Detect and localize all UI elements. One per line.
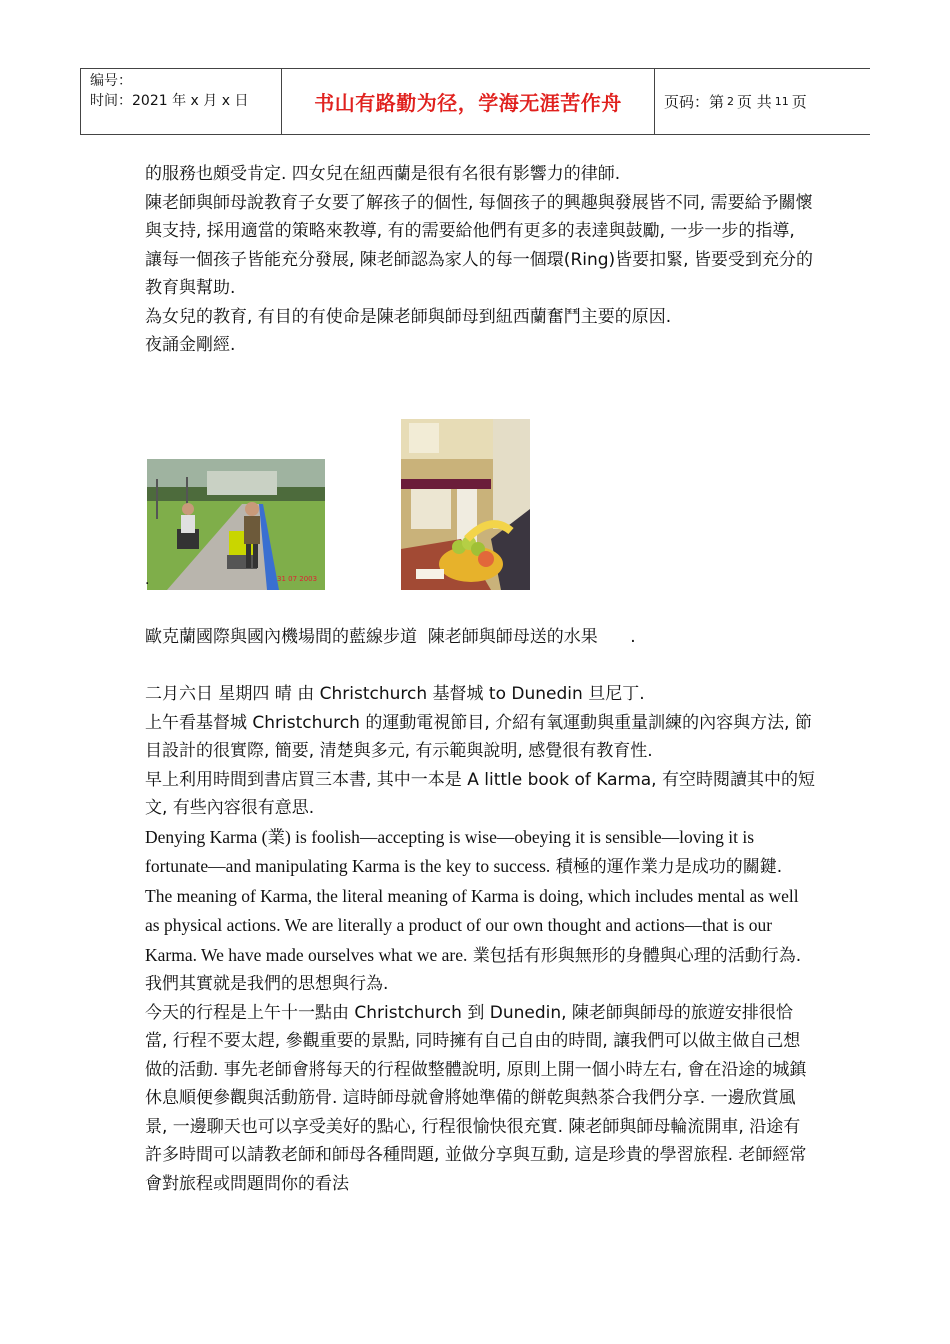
paragraph: 早上利用時間到書店買三本書, 其中一本是 A little book of Karma, 有空時閱讀其中的短文, 有些內容很有意思. [145, 769, 815, 818]
airport-walkway-image [147, 459, 325, 590]
kitchen-fruit-image [401, 419, 530, 590]
karma-meaning-chinese: 業包括有形與無形的身體與心理的活動行為. 我們其實就是我們的思想與行為. [145, 945, 802, 994]
page-prefix: 页码：第 [664, 93, 725, 111]
page-counter [655, 69, 870, 134]
page-header [80, 68, 870, 135]
serial-label: 编号： [90, 73, 132, 89]
kitchen-fruit-photo [401, 419, 530, 590]
paragraph [145, 882, 815, 999]
svg-text:31 07 2003: 31 07 2003 [277, 575, 318, 583]
karma-quote-chinese: 積極的運作業力是成功的關鍵. [550, 857, 783, 877]
page-number: 2 [727, 95, 735, 108]
page-total: 11 [774, 95, 789, 108]
header-motto-cell [282, 69, 655, 134]
main-text-block [145, 680, 815, 1198]
stray-period: . [145, 572, 150, 588]
paragraph [145, 823, 815, 882]
photo-caption: 歐克蘭國際與國內機場間的藍線步道 陳老師與師母送的水果 . [145, 627, 636, 647]
page-suffix: 页 [791, 93, 807, 111]
paragraph: 今天的行程是上午十一點由 Christchurch 到 Dunedin, 陳老師與師母的旅遊安排很恰當, 行程不要太趕, 參觀重要的景點, 同時擁有自己自由的時間, 讓我們可以做主做自己想做的活動. 事先老師會將每天的行程做整體說明, 原則上開一個小時左右, 會在沿途的城鎮休息順便參觀與活動筋骨. 這時師母就會將她準備的餅乾與熱茶合我們分享. 一邊欣賞風景, 一邊聊天也可以享受美好的點心, 行程很愉快很充實. 陳老師與師母輪流開車, 沿途有許多時間可以請教老師和師母各種問題, 並做分享與互動, 這是珍貴的學習旅程. 老師經常會對旅程或問題問你的看法 [145, 1002, 807, 1194]
paragraph: 夜誦金剛經. [145, 335, 236, 355]
paragraph: 二月六日 星期四 晴 由 Christchurch 基督城 to Dunedin 旦尼丁. [145, 684, 645, 704]
time-label: 时间：2021 年 x 月 x 日 [90, 93, 249, 109]
header-motto: 书山有路勤为径，学海无涯苦作舟 [314, 91, 622, 115]
paragraph: 的服務也頗受肯定. 四女兒在紐西蘭是很有名很有影響力的律師. [145, 164, 621, 184]
karma-meaning-english: The meaning of Karma, the literal meaning of Karma is doing, which includes mental as well as physical actions. We are literally a product of our own thought and actions—that is our Karma. We have made ourselves what we are. [145, 885, 799, 965]
karma-quote-english: Denying Karma (業) is foolish—accepting is wise—obeying it is sensible—loving it is fortunate—and manipulating Karma is the key to success. [145, 826, 755, 876]
paragraph: 上午看基督城 Christchurch 的運動電視節目, 介紹有氧運動與重量訓練的內容與方法, 節目設計的很實際, 簡要, 清楚與多元, 有示範與說明, 感覺很有教育性. [145, 712, 812, 761]
paragraph: 陳老師與師母說教育子女要了解孩子的個性, 每個孩子的興趣與發展皆不同, 需要給予關懷與支持, 採用適當的策略來教導, 有的需要給他們有更多的表達與鼓勵, 一步一步的指導, 讓每一個孩子皆能充分發展, 陳老師認為家人的每一個環(Ring)皆要扣緊, 皆要受到充分的教育與幫助. [145, 192, 813, 298]
airport-walkway-photo [147, 459, 325, 590]
page-mid: 页 共 [737, 93, 772, 111]
paragraph: 為女兒的教育, 有目的有使命是陳老師與師母到紐西蘭奮鬥主要的原因. [145, 306, 672, 327]
header-meta [81, 69, 282, 134]
top-text-block [145, 160, 815, 360]
